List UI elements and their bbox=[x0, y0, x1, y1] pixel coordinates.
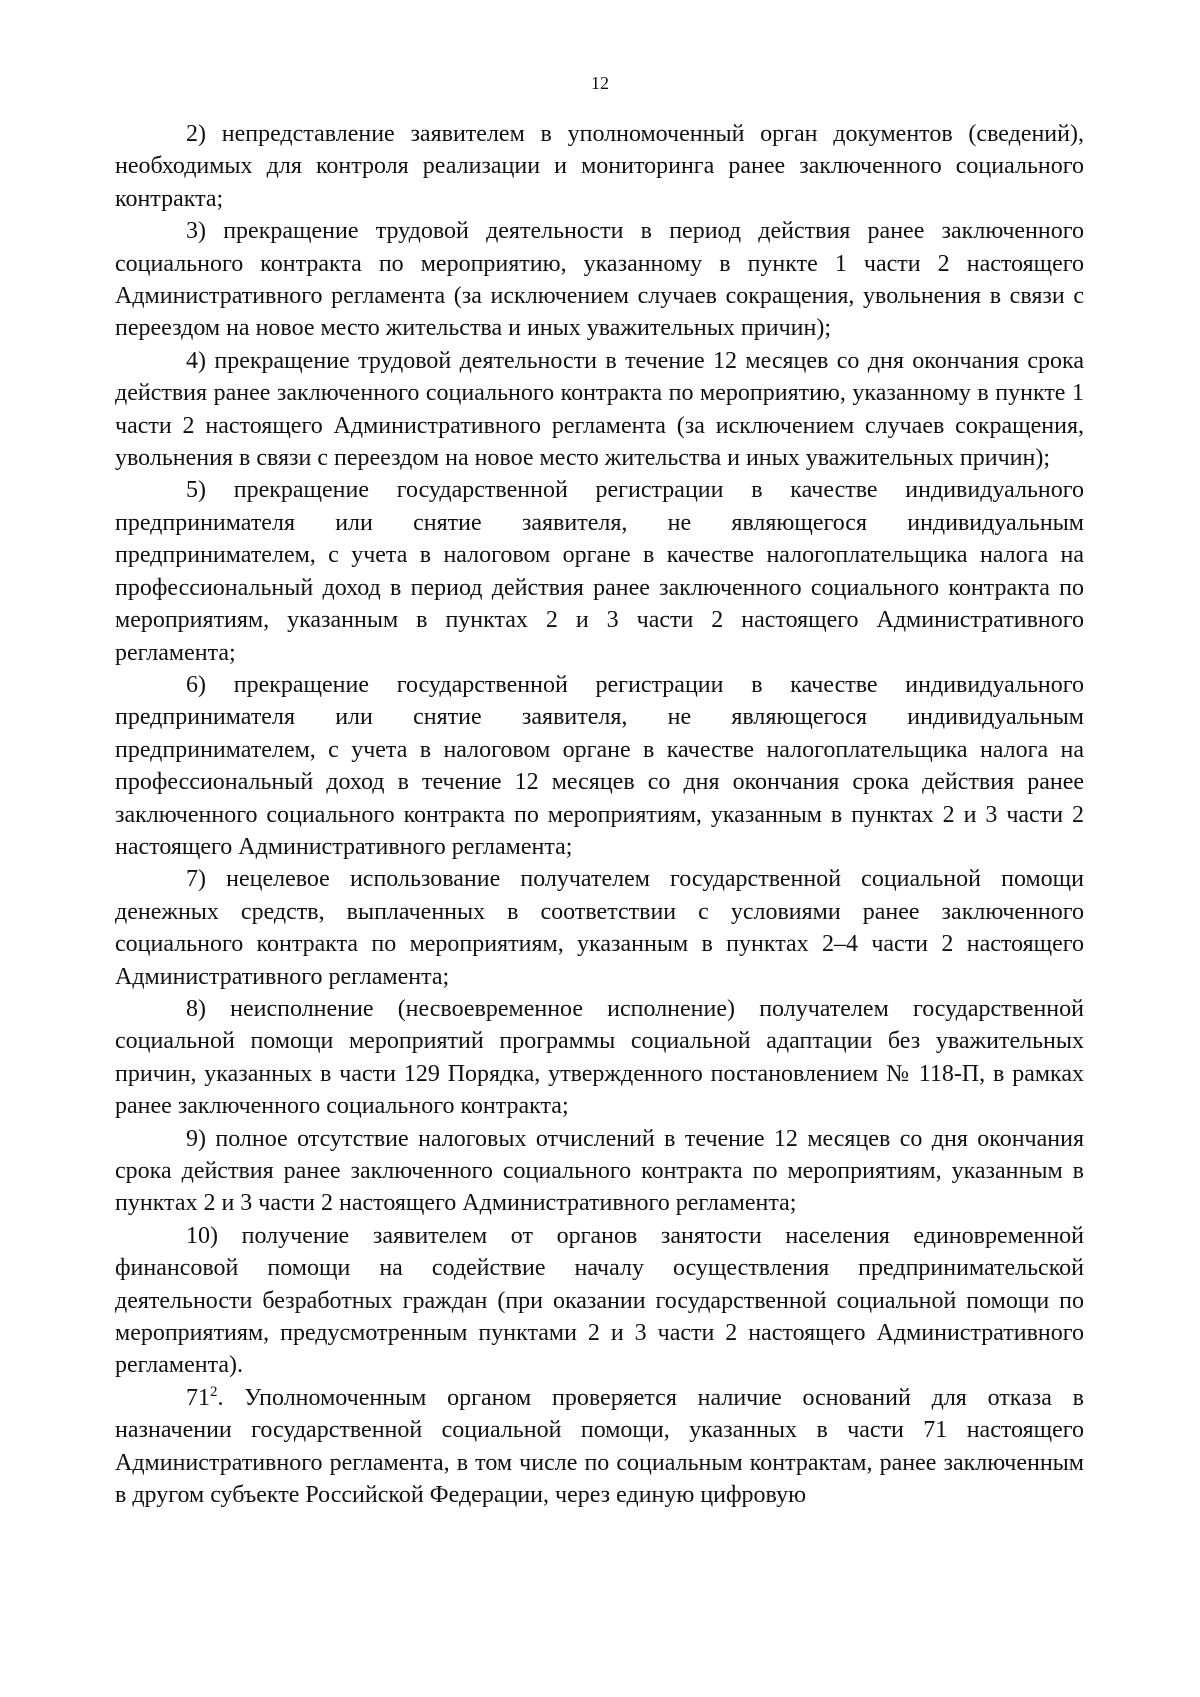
document-body bbox=[115, 118, 1084, 1511]
section-number-superscript: 2 bbox=[210, 1383, 218, 1400]
paragraph-item-4: 4) прекращение трудовой деятельности в течение 12 месяцев со дня окончания срока действия ранее заключенного социального контракта по мероприятию, указанному в пункте 1 части 2 настоящего Административного регламента (за исключением случаев сокращения, увольнения в связи с переездом на новое место жительства и иных уважительных причин); bbox=[115, 347, 1084, 472]
paragraph-item-3: 3) прекращение трудовой деятельности в период действия ранее заключенного социального контракта по мероприятию, указанному в пункте 1 части 2 настоящего Административного регламента (за исключением случаев сокращения, увольнения в связи с переездом на новое место жительства и иных уважительных причин); bbox=[115, 218, 1084, 342]
section-text: . Уполномоченным органом проверяется наличие оснований для отказа в назначении государственной социальной помощи, указанных в части 71 настоящего Административного регламента, в том числе по социальным контрактам, ранее заключенным в другом субъекте Российской Федерации, через единую цифровую bbox=[115, 1384, 1084, 1509]
paragraph-item-10: 10) получение заявителем от органов занятости населения единовременной финансовой помощи на содействие началу осуществления предпринимательской деятельности безработных граждан (при оказании государственной социальной помощи по мероприятиям, предусмотренным пунктами 2 и 3 части 2 настоящего Административного регламента). bbox=[115, 1222, 1084, 1379]
paragraph-item-8: 8) неисполнение (несвоевременное исполнение) получателем государственной социальной помощи мероприятий программы социальной адаптации без уважительных причин, указанных в части 129 Порядка, утвержденного постановлением № 118-П, в рамках ранее заключенного социального контракта; bbox=[115, 995, 1084, 1120]
page-number: 12 bbox=[591, 73, 609, 93]
paragraph-71-2 bbox=[115, 1382, 1084, 1512]
paragraph-item-2: 2) непредставление заявителем в уполномоченный орган документов (сведений), необходимых для контроля реализации и мониторинга ранее заключенного социального контракта; bbox=[115, 121, 1084, 212]
paragraph-item-5: 5) прекращение государственной регистрации в качестве индивидуального предпринимателя или снятие заявителя, не являющегося индивидуальным предпринимателем, с учета в налоговом органе в качестве налогоплательщика налога на профессиональный доход в период действия ранее заключенного социального контракта по мероприятиям, указанным в пунктах 2 и 3 части 2 настоящего Административного регламента; bbox=[115, 477, 1084, 666]
paragraph-item-6: 6) прекращение государственной регистрации в качестве индивидуального предпринимателя или снятие заявителя, не являющегося индивидуальным предпринимателем, с учета в налоговом органе в качестве налогоплательщика налога на профессиональный доход в течение 12 месяцев со дня окончания срока действия ранее заключенного социального контракта по мероприятиям, указанным в пунктах 2 и 3 части 2 настоящего Административного регламента; bbox=[115, 671, 1084, 860]
paragraph-item-7: 7) нецелевое использование получателем государственной социальной помощи денежных средств, выплаченных в соответствии с условиями ранее заключенного социального контракта по мероприятиям, указанным в пунктах 2–4 части 2 настоящего Административного регламента; bbox=[115, 866, 1084, 990]
section-number: 71 bbox=[186, 1384, 210, 1411]
paragraph-item-9: 9) полное отсутствие налоговых отчислений в течение 12 месяцев со дня окончания срока действия ранее заключенного социального контракта по мероприятиям, указанным в пунктах 2 и 3 части 2 настоящего Административного регламента; bbox=[115, 1125, 1084, 1217]
